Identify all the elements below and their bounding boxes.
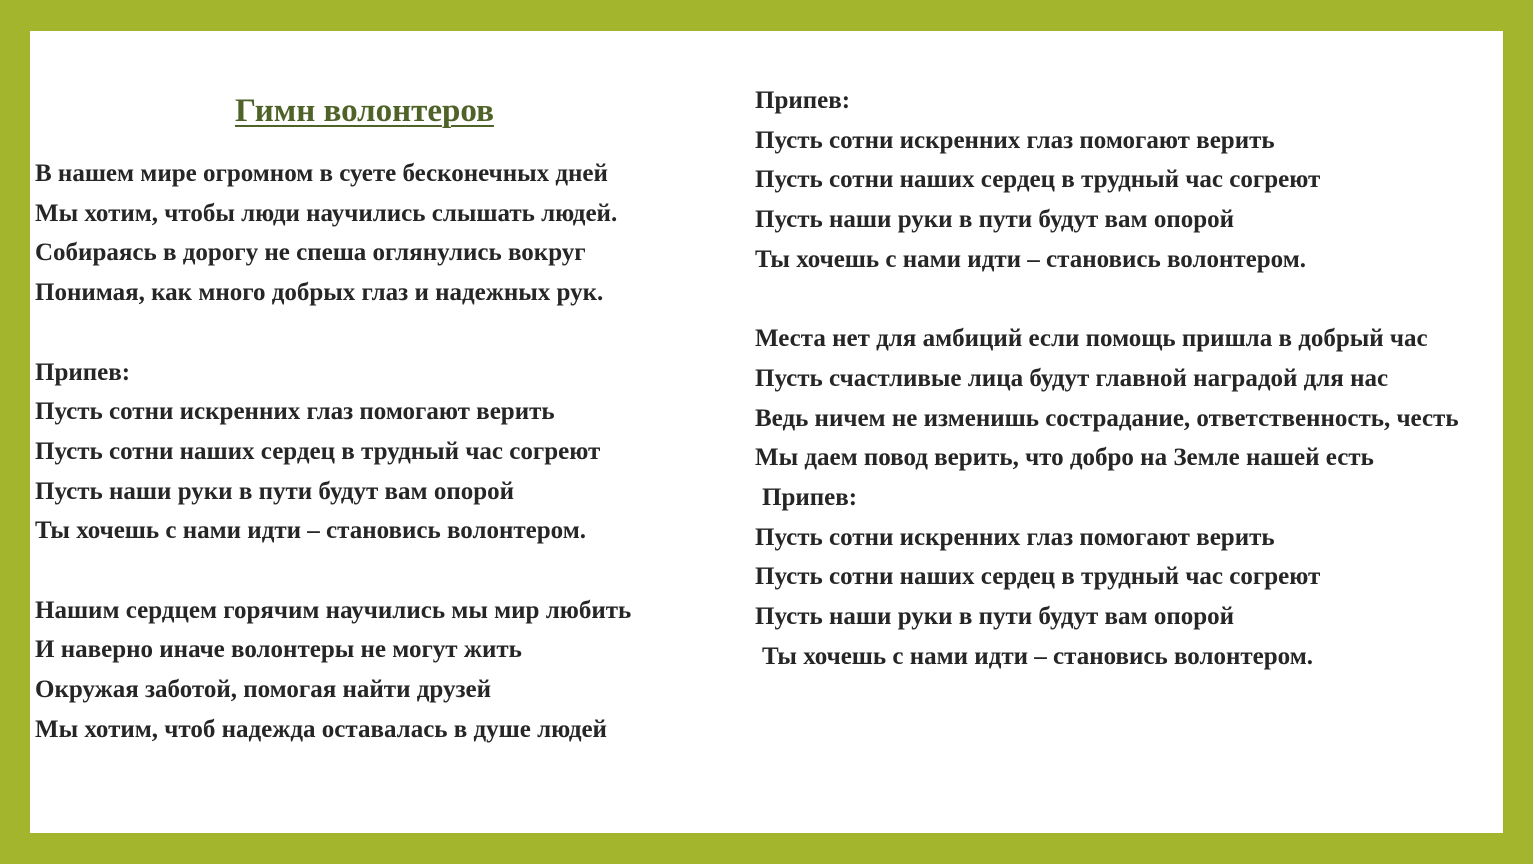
page-title: Гимн волонтеров [235, 93, 494, 129]
lyric-line: Пусть сотни наших сердец в трудный час согреют [755, 563, 1321, 591]
lyric-line: Пусть наши руки в пути будут вам опорой [755, 603, 1235, 631]
stanza-gap [35, 313, 735, 353]
lyric-line: В нашем мире огромном в суете бесконечных дней [35, 160, 608, 187]
lyric-line: Пусть сотни искренних глаз помогают верить [755, 126, 1275, 154]
lyric-line: Ты хочешь с нами идти – становись волонтером. [35, 517, 586, 545]
lyrics-right-column [755, 81, 1500, 677]
lyric-line: Собираясь в дорогу не спеша оглянулись вокруг [35, 239, 586, 267]
lyric-line: Мы даем повод верить, что добро на Земле нашей есть [755, 444, 1374, 472]
lyric-line: Пусть счастливые лица будут главной наградой для нас [755, 364, 1389, 392]
lyric-line: Ведь ничем не изменишь сострадание, ответственность, честь [755, 404, 1459, 432]
lyric-line: Ты хочешь с нами идти – становись волонтером. [762, 642, 1313, 670]
lyric-line: Пусть сотни искренних глаз помогают верить [755, 523, 1275, 551]
lyric-line: Мы хотим, чтобы люди научились слышать людей. [35, 199, 618, 227]
lyric-line: Ты хочешь с нами идти – становись волонтером. [755, 245, 1306, 273]
lyric-line: Пусть сотни наших сердец в трудный час согреют [755, 166, 1321, 194]
lyric-line: Пусть наши руки в пути будут вам опорой [755, 206, 1235, 234]
lyrics-left-column [35, 154, 735, 750]
chorus-label: Припев: [762, 484, 858, 512]
lyric-line: Места нет для амбиций если помощь пришла в добрый час [755, 325, 1428, 353]
lyric-line: Пусть сотни искренних глаз помогают верить [35, 398, 555, 426]
lyric-line: Нашим сердцем горячим научились мы мир любить [35, 596, 632, 624]
lyric-line: Мы хотим, чтоб надежда оставалась в душе людей [35, 715, 607, 743]
lyric-line: И наверно иначе волонтеры не могут жить [35, 636, 522, 664]
chorus-label: Припев: [755, 87, 851, 114]
lyric-line: Пусть наши руки в пути будут вам опорой [35, 477, 515, 505]
lyric-line: Окружая заботой, помогая найти друзей [35, 676, 492, 704]
stanza-gap [35, 551, 735, 591]
slide [30, 31, 1503, 833]
chorus-label: Припев: [35, 358, 131, 386]
stanza-gap [755, 280, 1500, 320]
lyric-line: Понимая, как много добрых глаз и надежных рук. [35, 279, 604, 307]
lyric-line: Пусть сотни наших сердец в трудный час согреют [35, 437, 601, 465]
